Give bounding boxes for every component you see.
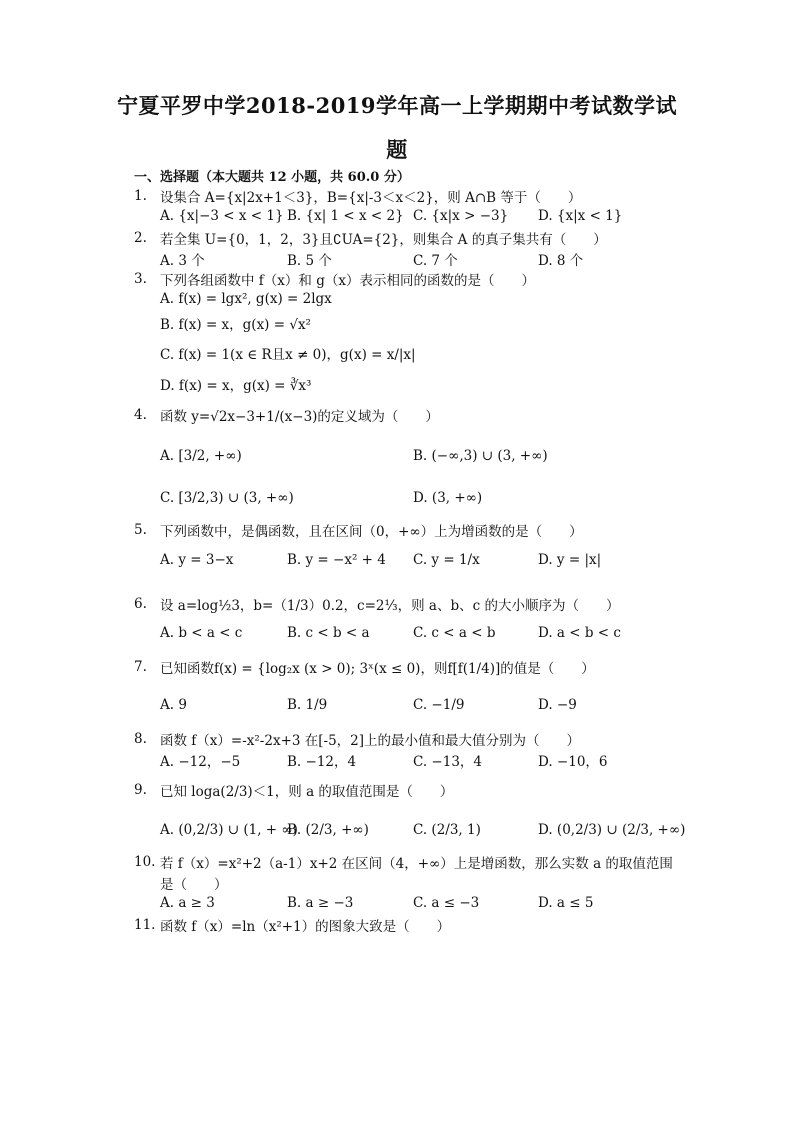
option-b: B. 1/9 bbox=[287, 697, 328, 713]
question-text: 若 f（x）=x²+2（a-1）x+2 在区间（4，+∞）上是增函数，那么实数 a 的取值范围 bbox=[160, 856, 673, 872]
question-number: 5. bbox=[134, 522, 147, 538]
section-heading: 一、选择题（本大题共 12 小题，共 60.0 分） bbox=[134, 170, 410, 185]
option-d: D. a < b < c bbox=[538, 625, 621, 641]
question-number: 8. bbox=[134, 731, 147, 747]
question-text: 函数 y=√2x−3+1/(x−3)的定义域为（ ） bbox=[160, 409, 439, 425]
option-a: A. {x|−3 < x < 1} bbox=[160, 208, 284, 224]
question-text-cont: 是（ ） bbox=[160, 877, 228, 893]
option-a: A. 3 个 bbox=[160, 253, 205, 269]
question-number: 10. bbox=[134, 854, 156, 870]
question-text: 下列各组函数中 f（x）和 g（x）表示相同的函数的是（ ） bbox=[160, 273, 535, 289]
question-text: 设集合 A={x|2x+1＜3}，B={x|-3＜x＜2}，则 A∩B 等于（ ） bbox=[160, 190, 582, 206]
option-c: C. {x|x > −3} bbox=[413, 208, 509, 224]
question-number: 1. bbox=[134, 188, 147, 204]
question-number: 7. bbox=[134, 659, 147, 675]
question-number: 11. bbox=[134, 917, 156, 933]
page-title-line1: 宁夏平罗中学2018-2019学年高一上学期期中考试数学试 bbox=[116, 93, 678, 118]
option-c: C. −1/9 bbox=[413, 697, 465, 713]
option-c: C. −13，4 bbox=[413, 754, 483, 770]
option-d: D. (3, +∞) bbox=[413, 490, 483, 506]
question-text: 已知函数f(x) = {log₂x (x > 0); 3ˣ(x ≤ 0)，则f[f(1/4)]的值是（ ） bbox=[160, 661, 595, 677]
option-d: D. −10，6 bbox=[538, 754, 608, 770]
option-a: A. −12，−5 bbox=[160, 754, 241, 770]
page-title-line2: 题 bbox=[386, 137, 408, 162]
option-b: B. 5 个 bbox=[287, 253, 332, 269]
option-b: B. c < b < a bbox=[287, 625, 370, 641]
option-d: D. 8 个 bbox=[538, 253, 584, 269]
option-d: D. f(x) = x，g(x) = ∛x³ bbox=[160, 378, 312, 394]
option-c: C. c < a < b bbox=[413, 625, 496, 641]
option-c: C. y = 1/x bbox=[413, 552, 480, 568]
option-c: C. [3/2,3) ∪ (3, +∞) bbox=[160, 490, 294, 506]
option-c: C. 7 个 bbox=[413, 253, 458, 269]
option-b: B. f(x) = x，g(x) = √x² bbox=[160, 317, 311, 333]
question-number: 2. bbox=[134, 230, 147, 246]
option-a: A. 9 bbox=[160, 697, 187, 713]
option-b: B. −12，4 bbox=[287, 754, 357, 770]
option-b: B. y = −x² + 4 bbox=[287, 552, 386, 568]
option-c: C. f(x) = 1(x ∈ R且x ≠ 0)，g(x) = x/|x| bbox=[160, 347, 416, 363]
option-a: A. b < a < c bbox=[160, 625, 243, 641]
option-b: B. (2/3, +∞) bbox=[287, 822, 369, 838]
option-a: A. f(x) = lgx², g(x) = 2lgx bbox=[160, 291, 332, 307]
question-number: 6. bbox=[134, 596, 147, 612]
option-b: B. a ≥ −3 bbox=[287, 895, 354, 911]
question-text: 若全集 U={0，1，2，3}且∁UA={2}，则集合 A 的真子集共有（ ） bbox=[160, 232, 607, 248]
option-a: A. [3/2, +∞) bbox=[160, 448, 242, 464]
question-text: 已知 loga(2/3)＜1，则 a 的取值范围是（ ） bbox=[160, 784, 454, 800]
option-d: D. (0,2/3) ∪ (2/3, +∞) bbox=[538, 822, 686, 838]
question-text: 函数 f（x）=-x²-2x+3 在[-5，2]上的最小值和最大值分别为（ ） bbox=[160, 733, 581, 749]
question-number: 3. bbox=[134, 271, 147, 287]
option-c: C. a ≤ −3 bbox=[413, 895, 480, 911]
option-d: D. a ≤ 5 bbox=[538, 895, 594, 911]
option-d: D. {x|x < 1} bbox=[538, 208, 623, 224]
option-a: A. a ≥ 3 bbox=[160, 895, 215, 911]
option-b: B. (−∞,3) ∪ (3, +∞) bbox=[413, 448, 548, 464]
question-text: 函数 f（x）=ln（x²+1）的图象大致是（ ） bbox=[160, 919, 451, 935]
option-a: A. y = 3−x bbox=[160, 552, 234, 568]
option-d: D. y = |x| bbox=[538, 552, 602, 568]
option-c: C. (2/3, 1) bbox=[413, 822, 481, 838]
question-text: 设 a=log½3，b=（1/3）0.2，c=2⅓，则 a、b、c 的大小顺序为（ ） bbox=[160, 598, 620, 614]
question-number: 9. bbox=[134, 782, 147, 798]
option-a: A. (0,2/3) ∪ (1, + ∞) bbox=[160, 822, 298, 838]
option-b: B. {x| 1 < x < 2} bbox=[287, 208, 404, 224]
option-d: D. −9 bbox=[538, 697, 577, 713]
question-number: 4. bbox=[134, 407, 147, 423]
question-text: 下列函数中，是偶函数，且在区间（0，+∞）上为增函数的是（ ） bbox=[160, 524, 583, 540]
